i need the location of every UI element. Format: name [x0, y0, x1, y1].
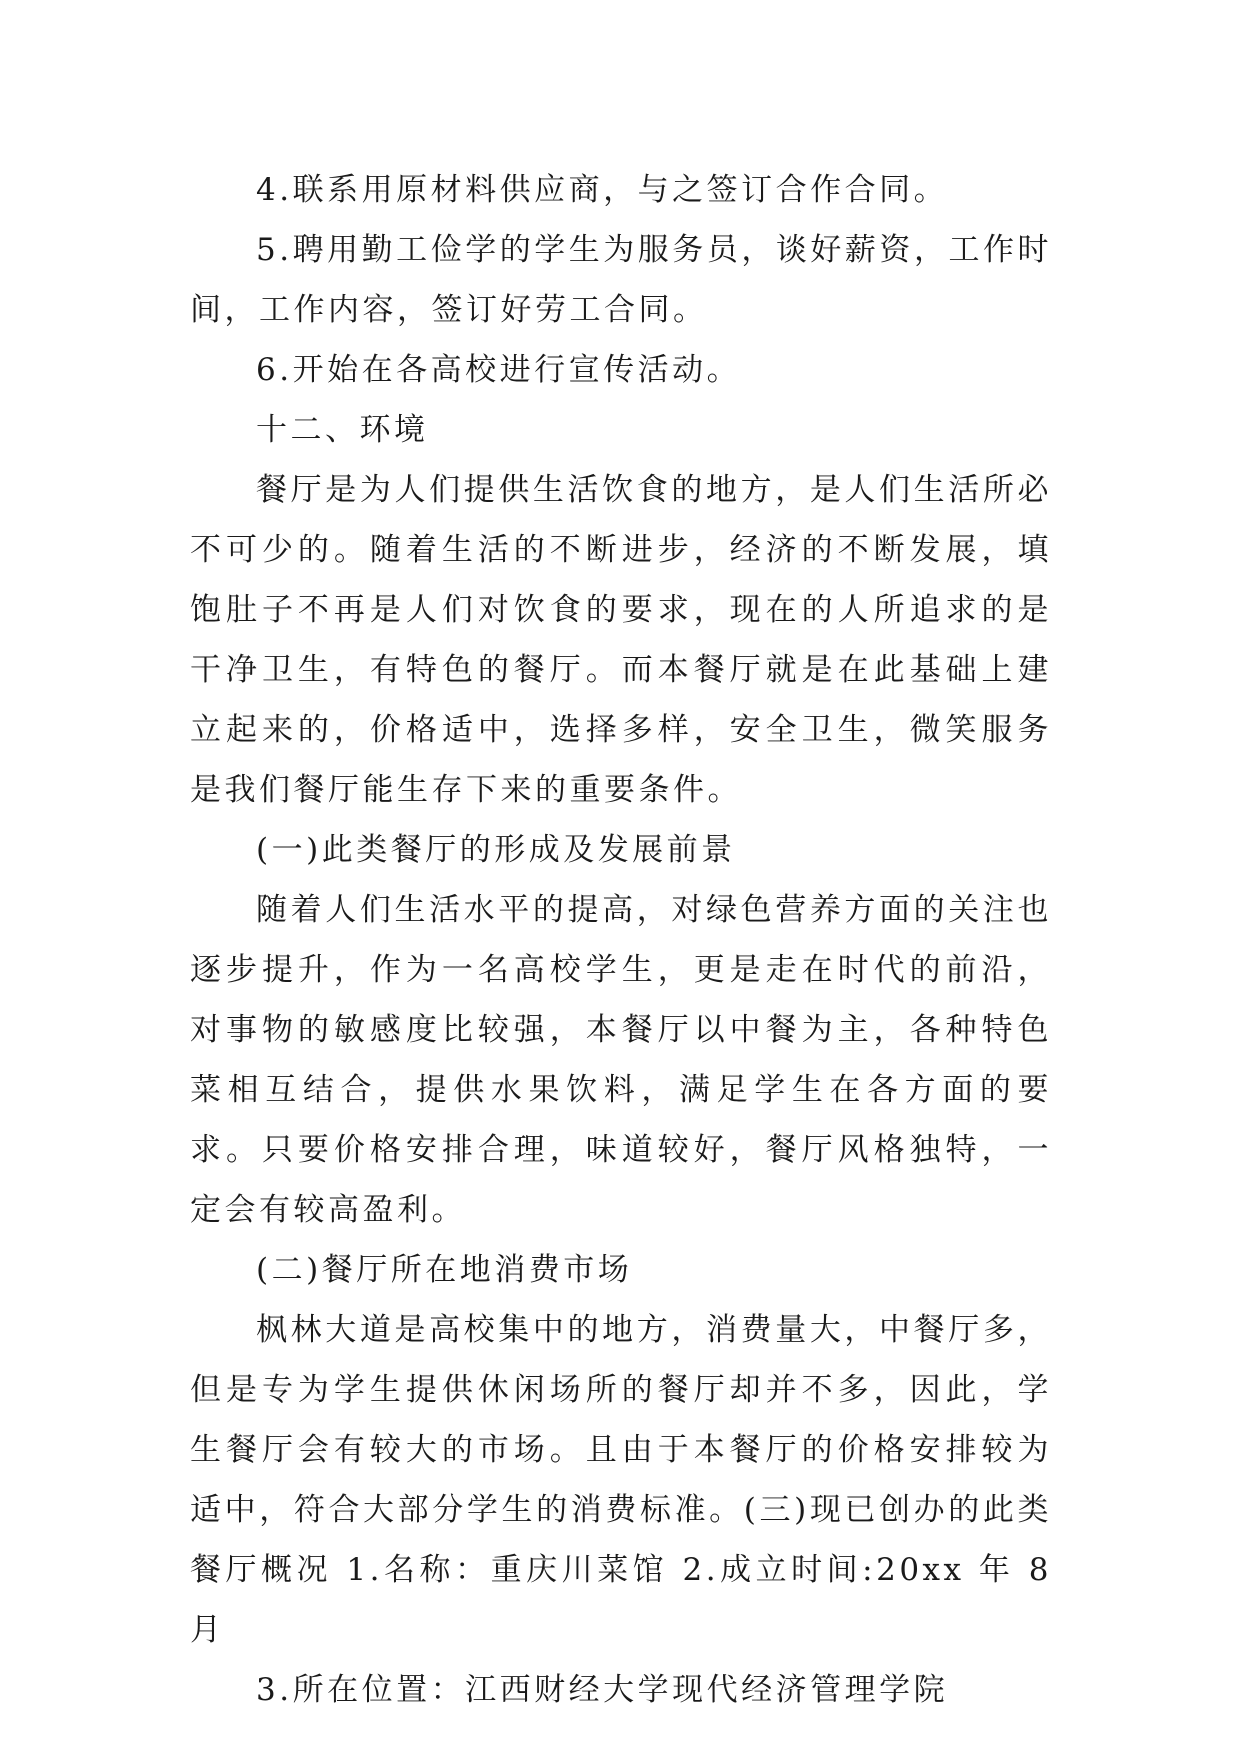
paragraph-environment-intro: 餐厅是为人们提供生活饮食的地方，是人们生活所必不可少的。随着生活的不断进步，经济的不断发展，填饱肚子不再是人们对饮食的要求，现在的人所追求的是干净卫生，有特色的餐厅。而本餐厅就是在此基础上建立起来的，价格适中，选择多样，安全卫生，微笑服务是我们餐厅能生存下来的重要条件。 [190, 472, 1052, 808]
paragraph-formation-prospects: 随着人们生活水平的提高，对绿色营养方面的关注也逐步提升，作为一名高校学生，更是走在时代的前沿，对事物的敏感度比较强，本餐厅以中餐为主，各种特色菜相互结合，提供水果饮料，满足学生在各方面的要求。只要价格安排合理，味道较好，餐厅风格独特，一定会有较高盈利。 [190, 892, 1052, 1228]
subheading-local-market: (二)餐厅所在地消费市场 [256, 1252, 633, 1288]
paragraph-step-5: 5.聘用勤工俭学的学生为服务员，谈好薪资，工作时间，工作内容，签订好劳工合同。 [190, 232, 1052, 328]
paragraph-local-market: 枫林大道是高校集中的地方，消费量大，中餐厅多，但是专为学生提供休闲场所的餐厅却并不多，因此，学生餐厅会有较大的市场。且由于本餐厅的价格安排较为适中，符合大部分学生的消费标准。(三)现已创办的此类餐厅概况 1.名称：重庆川菜馆 2.成立时间:20xx 年 8 月 [190, 1312, 1052, 1648]
paragraph-step-6: 6.开始在各高校进行宣传活动。 [256, 352, 742, 388]
document-page [190, 160, 1052, 1720]
section-heading-environment: 十二、环境 [256, 412, 429, 448]
subheading-formation-prospects: (一)此类餐厅的形成及发展前景 [256, 832, 736, 868]
paragraph-location: 3.所在位置：江西财经大学现代经济管理学院 [256, 1672, 949, 1708]
paragraph-step-4: 4.联系用原材料供应商，与之签订合作合同。 [256, 172, 949, 208]
